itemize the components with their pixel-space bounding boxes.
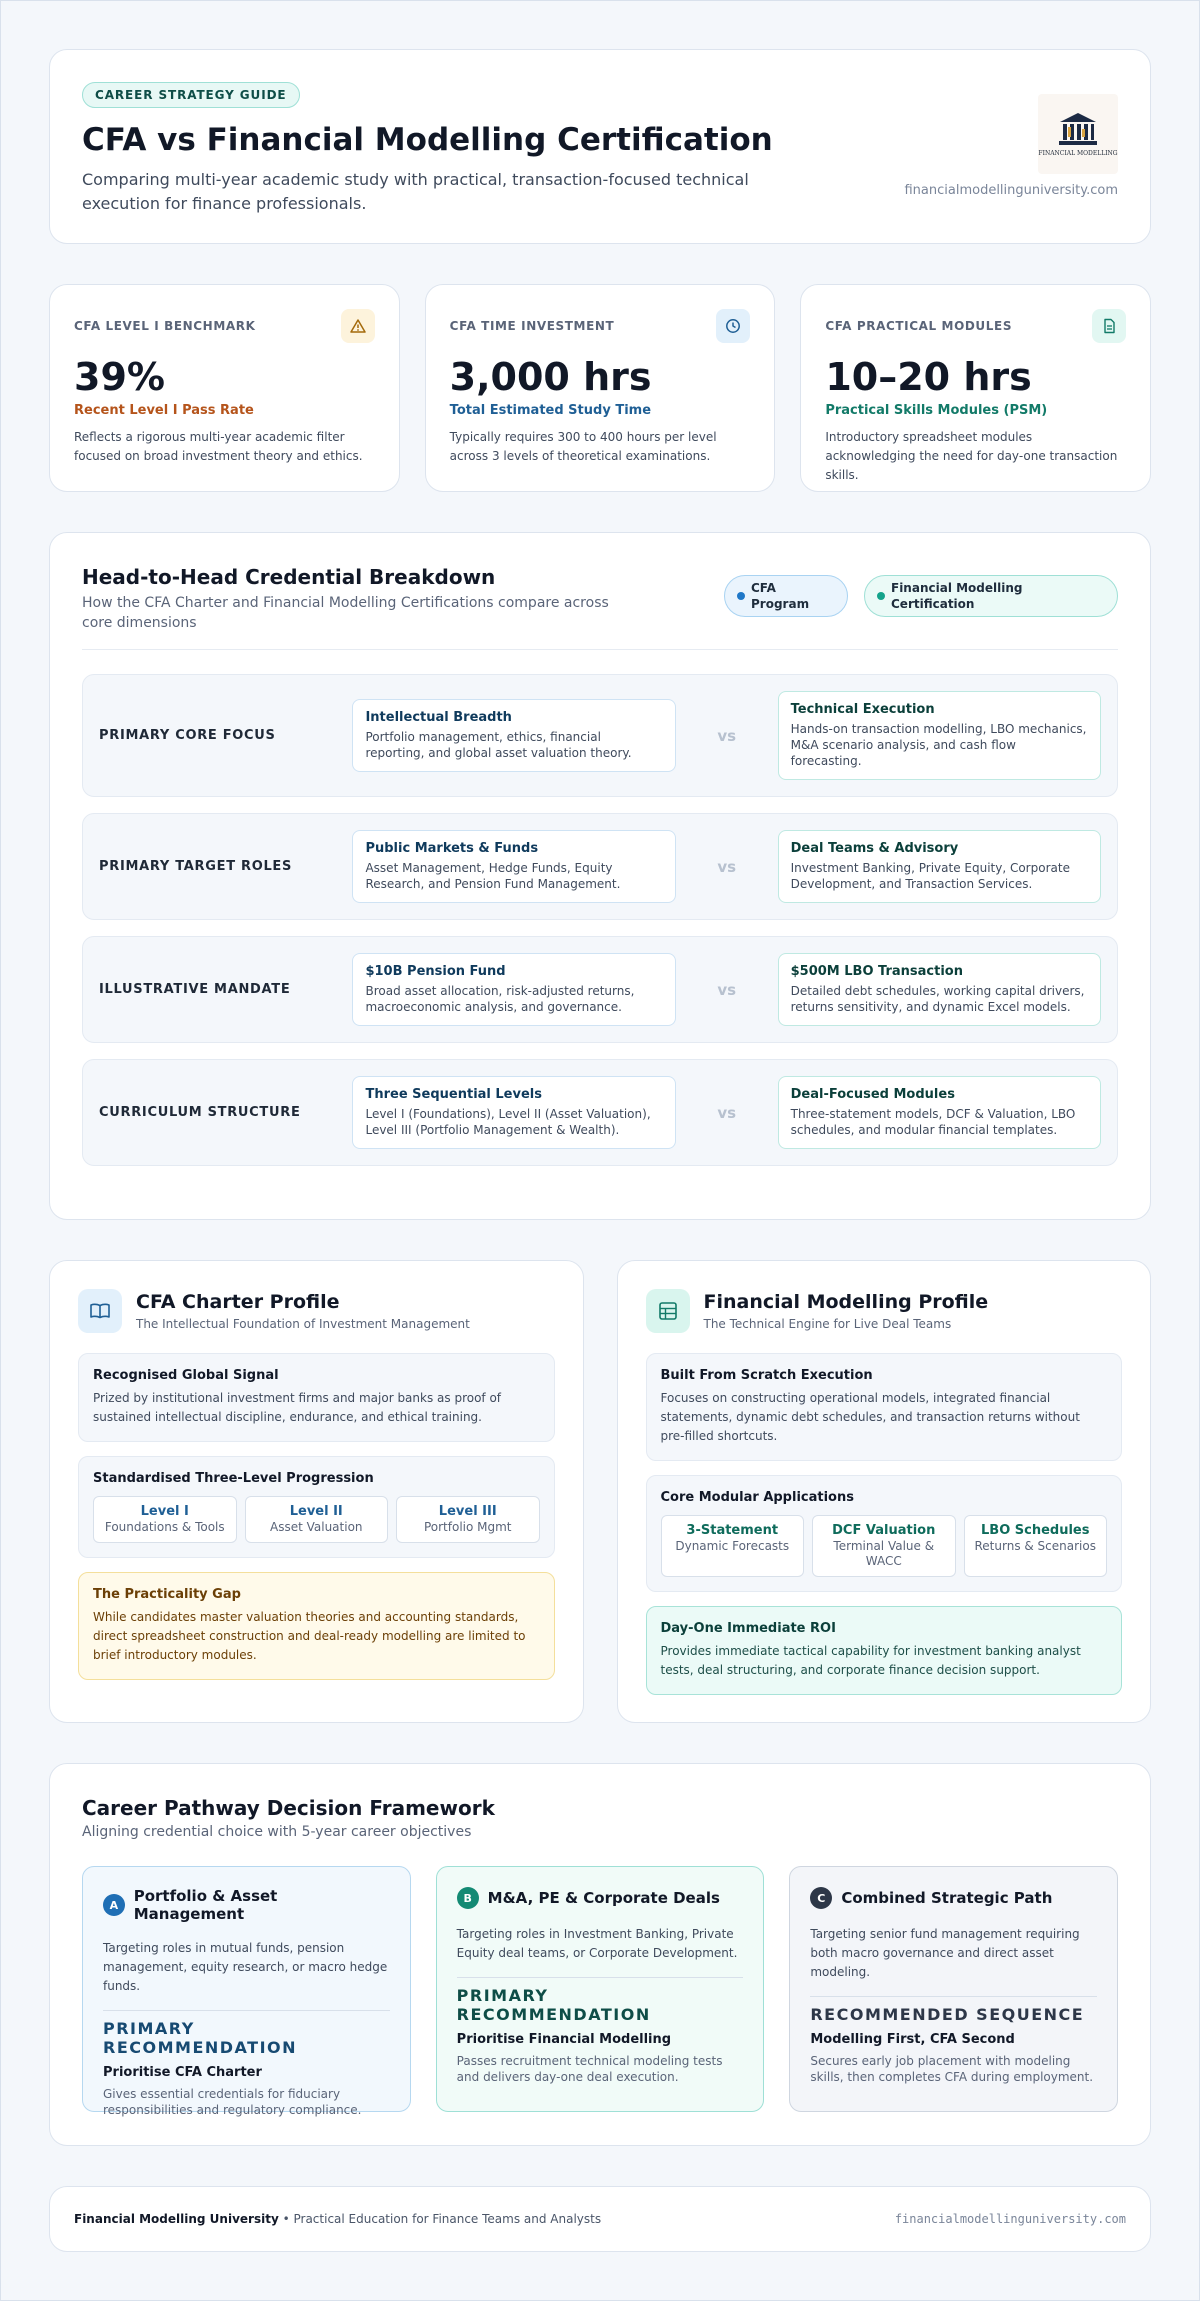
page bbox=[49, 49, 1151, 2252]
warning-icon bbox=[341, 309, 375, 343]
module-item bbox=[661, 1515, 805, 1577]
stat-label: CFA LEVEL I BENCHMARK bbox=[74, 319, 256, 333]
pathway-text: Targeting roles in mutual funds, pension management, equity research, or macro hedge funds. bbox=[103, 1941, 388, 1993]
clock-icon bbox=[716, 309, 750, 343]
cell-text: Asset Management, Hedge Funds, Equity Research, and Pension Fund Management. bbox=[365, 861, 621, 891]
signal-box bbox=[78, 1353, 555, 1442]
module-desc: Dynamic Forecasts bbox=[675, 1539, 790, 1553]
vs-label: vs bbox=[717, 1103, 737, 1122]
box-text: Focuses on constructing operational models, integrated financial statements, dynamic debt schedules, and transaction returns without pre-filled shortcuts. bbox=[660, 1391, 1080, 1443]
box-title: Built From Scratch Execution bbox=[660, 1368, 873, 1383]
cell-title: Deal Teams & Advisory bbox=[790, 841, 959, 856]
profile-header bbox=[78, 1289, 555, 1333]
breakdown-header bbox=[82, 565, 1118, 650]
pathway-title: Portfolio & Asset Management bbox=[133, 1887, 278, 1923]
header-url[interactable]: financialmodellinguniversity.com bbox=[904, 183, 1118, 198]
badge-c: C bbox=[810, 1887, 832, 1909]
module-name: 3-Statement bbox=[686, 1523, 779, 1538]
box-text: Provides immediate tactical capability for investment banking analyst tests, deal structuring, and corporate finance decision support. bbox=[660, 1644, 1081, 1677]
recommendation-label: RECOMMENDED SEQUENCE bbox=[810, 2005, 1085, 2024]
badge-b: B bbox=[457, 1887, 479, 1909]
module-item bbox=[812, 1515, 956, 1577]
module-desc: Terminal Value & WACC bbox=[833, 1539, 935, 1568]
legend-fm bbox=[864, 575, 1118, 617]
module-desc: Returns & Scenarios bbox=[974, 1539, 1096, 1553]
level-name: Level II bbox=[289, 1504, 343, 1519]
stat-value: 10–20 hrs bbox=[825, 355, 1032, 399]
fm-cell bbox=[778, 953, 1101, 1026]
fm-cell bbox=[778, 1076, 1101, 1149]
pathway-card-b bbox=[436, 1866, 765, 2112]
section-title: Head-to-Head Credential Breakdown bbox=[82, 565, 496, 589]
profiles-row bbox=[49, 1260, 1151, 1723]
comparison-row bbox=[82, 813, 1118, 920]
dot-icon bbox=[877, 592, 885, 600]
divider bbox=[457, 1977, 744, 1978]
level-name: Level I bbox=[140, 1504, 189, 1519]
footer-brand-name: Financial Modelling University bbox=[74, 2212, 279, 2226]
section-subtitle: Aligning credential choice with 5-year career objectives bbox=[82, 1824, 472, 1840]
cfa-cell bbox=[352, 1076, 675, 1149]
vs-label: vs bbox=[717, 980, 737, 999]
module-name: DCF Valuation bbox=[832, 1523, 936, 1538]
stat-card-modules bbox=[800, 284, 1151, 492]
stat-sub: Total Estimated Study Time bbox=[449, 403, 652, 418]
cell-text: Hands-on transaction modelling, LBO mechanics, M&A scenario analysis, and cash flow forecasting. bbox=[790, 722, 1087, 768]
footer bbox=[49, 2186, 1151, 2252]
recommendation-text: Passes recruitment technical modeling tests and delivers day-one deal execution. bbox=[456, 2054, 723, 2084]
row-label: CURRICULUM STRUCTURE bbox=[99, 1105, 301, 1120]
level-list bbox=[93, 1496, 540, 1543]
page-subtitle: Comparing multi-year academic study with practical, transaction-focused technical execution for finance professionals. bbox=[82, 170, 749, 213]
cell-text: Level I (Foundations), Level II (Asset Valuation), Level III (Portfolio Management & Wealth). bbox=[365, 1107, 651, 1137]
level-desc: Asset Valuation bbox=[269, 1520, 363, 1534]
stat-value: 39% bbox=[74, 355, 165, 399]
fm-profile-card bbox=[617, 1260, 1152, 1723]
profile-subtitle: The Intellectual Foundation of Investment Management bbox=[136, 1317, 470, 1331]
stat-card-pass-rate bbox=[49, 284, 400, 492]
section-subtitle: How the CFA Charter and Financial Modelling Certifications compare across core dimensions bbox=[82, 595, 609, 631]
level-name: Level III bbox=[438, 1504, 497, 1519]
level-item bbox=[245, 1496, 389, 1543]
stats-row bbox=[49, 284, 1151, 492]
box-text: While candidates master valuation theories and accounting standards, direct spreadsheet construction and deal-ready modelling are limited to brief introductory modules. bbox=[93, 1610, 526, 1662]
profile-header bbox=[646, 1289, 1123, 1333]
category-tag: CAREER STRATEGY GUIDE bbox=[82, 82, 300, 108]
box-title: Recognised Global Signal bbox=[93, 1368, 279, 1383]
recommendation-label: PRIMARY RECOMMENDATION bbox=[103, 2019, 298, 2057]
stat-value: 3,000 hrs bbox=[449, 355, 652, 399]
logo-caption: FINANCIAL MODELLING bbox=[1038, 150, 1118, 157]
row-label: PRIMARY TARGET ROLES bbox=[99, 859, 293, 874]
pathway-text: Targeting roles in Investment Banking, Private Equity deal teams, or Corporate Development. bbox=[456, 1927, 738, 1960]
breakdown-card bbox=[49, 532, 1151, 1220]
brand-logo bbox=[1038, 94, 1118, 174]
divider bbox=[103, 2010, 390, 2011]
pathway-title: Combined Strategic Path bbox=[841, 1889, 1053, 1907]
cell-text: Portfolio management, ethics, financial reporting, and global asset valuation theory. bbox=[365, 730, 632, 760]
box-title: Core Modular Applications bbox=[660, 1490, 854, 1505]
cfa-cell bbox=[352, 699, 675, 772]
legend-cfa bbox=[724, 575, 848, 617]
spreadsheet-icon bbox=[646, 1289, 690, 1333]
cell-text: Investment Banking, Private Equity, Corporate Development, and Transaction Services. bbox=[790, 861, 1070, 891]
recommendation-text: Gives essential credentials for fiduciary responsibilities and regulatory compliance. bbox=[103, 2087, 362, 2117]
header-card bbox=[49, 49, 1151, 244]
level-desc: Portfolio Mgmt bbox=[423, 1520, 512, 1534]
comparison-rows bbox=[82, 674, 1118, 1166]
cell-text: Three-statement models, DCF & Valuation, LBO schedules, and modular financial templates. bbox=[790, 1107, 1076, 1137]
box-text: Prized by institutional investment firms and major banks as proof of sustained intellectual discipline, endurance, and ethical training. bbox=[93, 1391, 502, 1424]
cfa-cell bbox=[352, 953, 675, 1026]
legend bbox=[724, 575, 1118, 617]
badge-a: A bbox=[103, 1894, 125, 1916]
divider bbox=[810, 1996, 1097, 1997]
recommendation-name: Prioritise CFA Charter bbox=[103, 2065, 262, 2080]
module-item bbox=[964, 1515, 1108, 1577]
section-title: Career Pathway Decision Framework bbox=[82, 1796, 495, 1820]
recommendation-text: Secures early job placement with modeling skills, then completes CFA during employment. bbox=[810, 2054, 1094, 2084]
stat-desc: Typically requires 300 to 400 hours per level across 3 levels of theoretical examinations. bbox=[449, 430, 717, 463]
pathway-title: M&A, PE & Corporate Deals bbox=[487, 1889, 720, 1907]
fm-cell bbox=[778, 830, 1101, 903]
level-desc: Foundations & Tools bbox=[104, 1520, 225, 1534]
cell-text: Detailed debt schedules, working capital drivers, returns sensitivity, and dynamic Excel models. bbox=[790, 984, 1085, 1014]
recommendation-label: PRIMARY RECOMMENDATION bbox=[456, 1986, 651, 2024]
dot-icon bbox=[737, 592, 745, 600]
box-title: Day-One Immediate ROI bbox=[660, 1621, 836, 1636]
cell-title: Public Markets & Funds bbox=[365, 841, 539, 856]
stat-label: CFA TIME INVESTMENT bbox=[449, 319, 615, 333]
box-title: The Practicality Gap bbox=[93, 1587, 241, 1602]
module-name: LBO Schedules bbox=[981, 1523, 1090, 1538]
pathway-text: Targeting senior fund management requiring both macro governance and direct asset modeling. bbox=[810, 1927, 1080, 1979]
progression-box bbox=[78, 1456, 555, 1558]
cell-title: Intellectual Breadth bbox=[365, 710, 512, 725]
fm-cell bbox=[778, 691, 1101, 780]
practicality-gap-box bbox=[78, 1572, 555, 1680]
vs-label: vs bbox=[717, 726, 737, 745]
footer-url[interactable]: financialmodellinguniversity.com bbox=[894, 2212, 1126, 2226]
stat-sub: Recent Level I Pass Rate bbox=[74, 403, 254, 418]
stat-label: CFA PRACTICAL MODULES bbox=[825, 319, 1013, 333]
cfa-cell bbox=[352, 830, 675, 903]
profile-subtitle: The Technical Engine for Live Deal Teams bbox=[703, 1317, 952, 1331]
row-label: ILLUSTRATIVE MANDATE bbox=[99, 982, 291, 997]
document-icon bbox=[1092, 309, 1126, 343]
legend-label: CFA Program bbox=[751, 581, 810, 611]
book-icon bbox=[78, 1289, 122, 1333]
box-title: Standardised Three-Level Progression bbox=[93, 1471, 374, 1486]
cfa-profile-card bbox=[49, 1260, 584, 1723]
modules-box bbox=[646, 1475, 1123, 1592]
cell-title: $500M LBO Transaction bbox=[790, 964, 963, 979]
cell-title: $10B Pension Fund bbox=[365, 964, 506, 979]
pathway-card-c bbox=[789, 1866, 1118, 2112]
execution-box bbox=[646, 1353, 1123, 1461]
footer-brand bbox=[74, 2212, 601, 2226]
comparison-row bbox=[82, 674, 1118, 797]
stat-desc: Reflects a rigorous multi-year academic filter focused on broad investment theory and ethics. bbox=[74, 430, 363, 463]
level-item bbox=[93, 1496, 237, 1543]
framework-card bbox=[49, 1763, 1151, 2146]
roi-box bbox=[646, 1606, 1123, 1695]
recommendation-name: Prioritise Financial Modelling bbox=[456, 2032, 672, 2047]
level-item bbox=[396, 1496, 540, 1543]
pathway-card-a bbox=[82, 1866, 411, 2117]
cell-text: Broad asset allocation, risk-adjusted returns, macroeconomic analysis, and governance. bbox=[365, 984, 635, 1014]
page-title: CFA vs Financial Modelling Certification bbox=[82, 122, 773, 158]
cell-title: Technical Execution bbox=[790, 702, 935, 717]
row-label: PRIMARY CORE FOCUS bbox=[99, 728, 276, 743]
cell-title: Deal-Focused Modules bbox=[790, 1087, 955, 1102]
profile-title: Financial Modelling Profile bbox=[703, 1291, 989, 1313]
module-list bbox=[661, 1515, 1108, 1577]
stat-sub: Practical Skills Modules (PSM) bbox=[825, 403, 1048, 418]
vs-label: vs bbox=[717, 857, 737, 876]
legend-label: Financial Modelling Certification bbox=[891, 581, 1023, 611]
comparison-row bbox=[82, 936, 1118, 1043]
recommendation-name: Modelling First, CFA Second bbox=[810, 2032, 1015, 2047]
cell-title: Three Sequential Levels bbox=[365, 1087, 542, 1102]
pathway-list bbox=[82, 1866, 1118, 2117]
profile-title: CFA Charter Profile bbox=[136, 1291, 340, 1313]
building-icon bbox=[1056, 111, 1100, 147]
stat-desc: Introductory spreadsheet modules acknowledging the need for day-one transaction skills. bbox=[825, 430, 1118, 482]
comparison-row bbox=[82, 1059, 1118, 1166]
footer-tagline: • Practical Education for Finance Teams and Analysts bbox=[278, 2212, 602, 2226]
stat-card-time bbox=[425, 284, 776, 492]
